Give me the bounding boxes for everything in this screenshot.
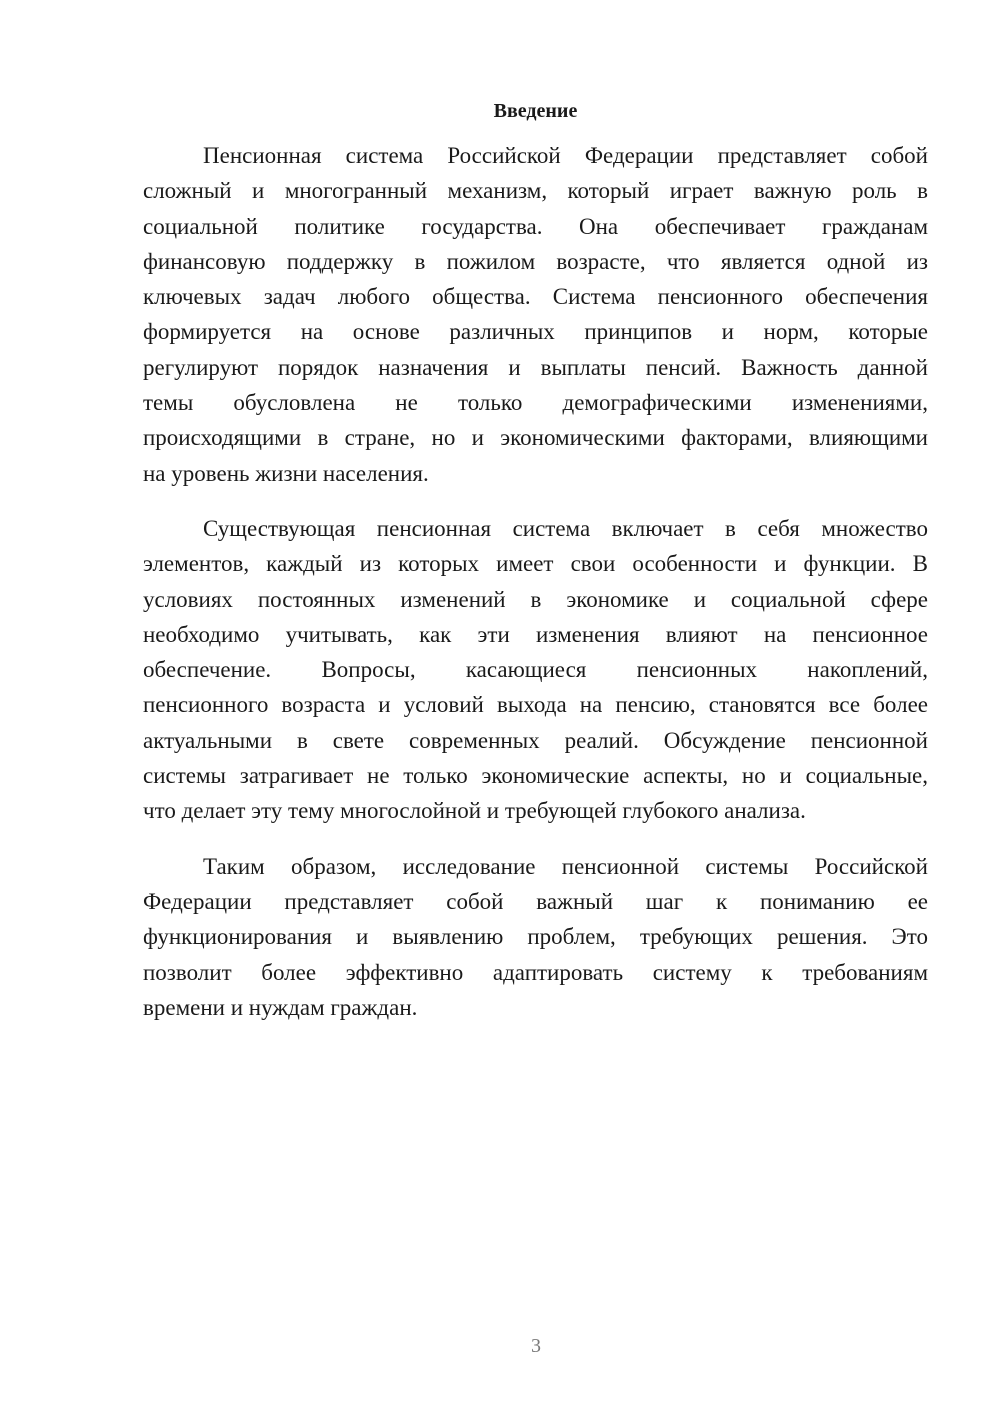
text-line: функционирования и выявлению проблем, требующих решения. Это <box>143 924 928 950</box>
section-title: Введение <box>493 100 578 122</box>
page-number: 3 <box>531 1335 541 1357</box>
text-line: обеспечение. Вопросы, касающиеся пенсионных накоплений, <box>143 657 928 683</box>
text-line: системы затрагивает не только экономические аспекты, но и социальные, <box>143 763 928 789</box>
text-line: происходящими в стране, но и экономическими факторами, влияющими <box>143 425 928 451</box>
text-line: сложный и многогранный механизм, который играет важную роль в <box>143 178 928 204</box>
text-line: формируется на основе различных принципов и норм, которые <box>143 319 928 345</box>
paragraph <box>143 511 928 829</box>
text-line: темы обусловлена не только демографическими изменениями, <box>143 390 928 416</box>
text-line: Федерации представляет собой важный шаг к пониманию ее <box>143 888 928 914</box>
text-line: элементов, каждый из которых имеет свои особенности и функции. В <box>143 551 928 577</box>
text-line: Таким образом, исследование пенсионной системы Российской <box>203 853 928 879</box>
text-line: актуальными в свете современных реалий. Обсуждение пенсионной <box>143 727 928 753</box>
text-line: условиях постоянных изменений в экономике и социальной сфере <box>143 586 928 612</box>
text-line: на уровень жизни населения. <box>143 460 429 486</box>
text-line: пенсионного возраста и условий выхода на пенсию, становятся все более <box>143 692 928 718</box>
text-line: позволит более эффективно адаптировать систему к требованиям <box>143 959 928 985</box>
text-line: Пенсионная система Российской Федерации представляет собой <box>203 143 928 168</box>
body-text <box>143 138 928 1025</box>
text-line: социальной политике государства. Она обеспечивает гражданам <box>143 213 928 239</box>
text-line: что делает эту тему многослойной и требующей глубокого анализа. <box>143 798 806 824</box>
paragraph <box>143 138 928 491</box>
text-line: регулируют порядок назначения и выплаты пенсий. Важность данной <box>143 354 928 380</box>
text-line: необходимо учитывать, как эти изменения влияют на пенсионное <box>143 621 928 647</box>
text-line: Существующая пенсионная система включает в себя множество <box>203 515 928 541</box>
text-line: финансовую поддержку в пожилом возрасте, что является одной из <box>143 248 928 274</box>
paragraph <box>143 849 928 1025</box>
page-content <box>143 96 928 1025</box>
text-line: ключевых задач любого общества. Система пенсионного обеспечения <box>143 284 928 310</box>
text-line: времени и нуждам граждан. <box>143 994 418 1020</box>
